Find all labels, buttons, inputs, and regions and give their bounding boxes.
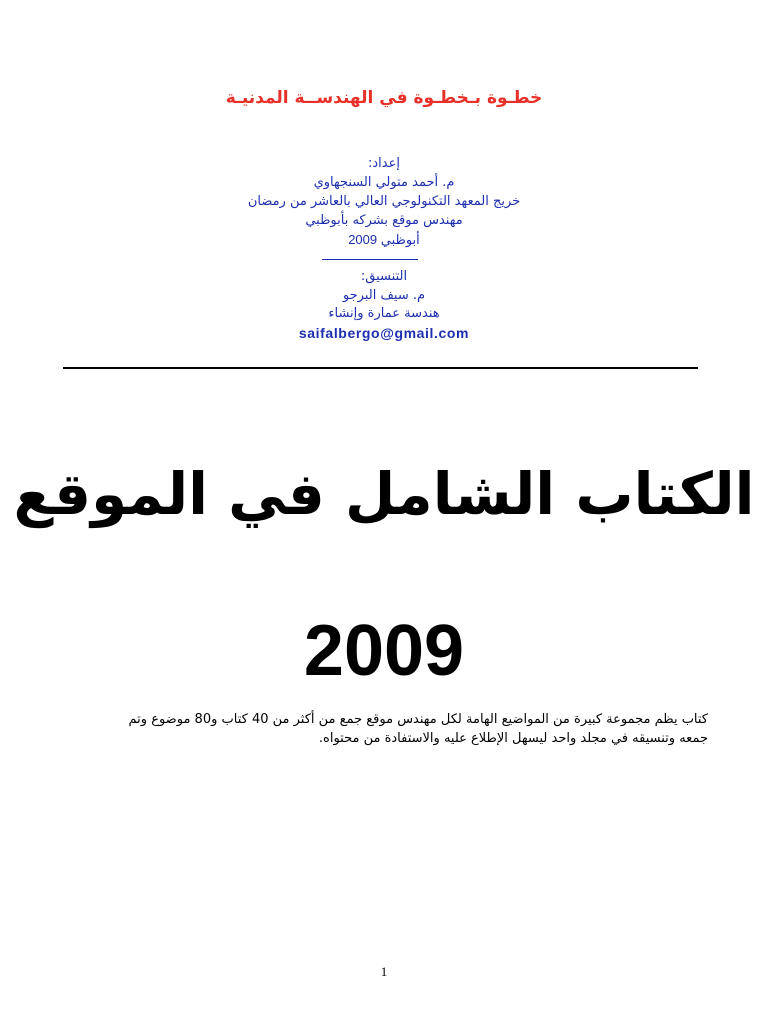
author-name: م. أحمد متولي السنجهاوي (313, 175, 455, 190)
description-line2: جمعه وتنسيقه في مجلد واحد ليسهل الإطلاع عليه والاستفادة من محتواه. (318, 731, 708, 746)
short-divider (322, 259, 418, 260)
long-divider (63, 367, 698, 369)
author-line3: أبوظبي 2009 (348, 232, 420, 247)
author-label: إعداد: (368, 156, 400, 171)
author-line1: خريج المعهد التكنولوجي العالي بالعاشر من رمضان (247, 194, 521, 209)
description-line1: كتاب يظم مجموعة كبيرة من المواضيع الهامة لكل مهندس موقع جمع من أكثر من 40 كتاب و80 موضوع وتم (128, 712, 708, 727)
coordination-block (0, 268, 768, 323)
book-title: الكتاب الشامل في الموقع (13, 460, 755, 528)
page-number: 1 (380, 964, 388, 979)
description (60, 710, 708, 748)
author-line2: مهندس موقع بشركه بأبوظبي (305, 213, 463, 228)
coordination-field: هندسة عمارة وإنشاء (328, 306, 440, 321)
header-title: خطـوة بـخطـوة في الهندســة المدنيـة (225, 88, 543, 108)
book-year: 2009 (303, 611, 465, 691)
coordination-email: saifalbergo@gmail.com (298, 325, 470, 341)
coordination-label: التنسيق: (360, 269, 408, 284)
author-block (0, 154, 768, 249)
coordination-name: م. سيف البرجو (342, 288, 426, 303)
